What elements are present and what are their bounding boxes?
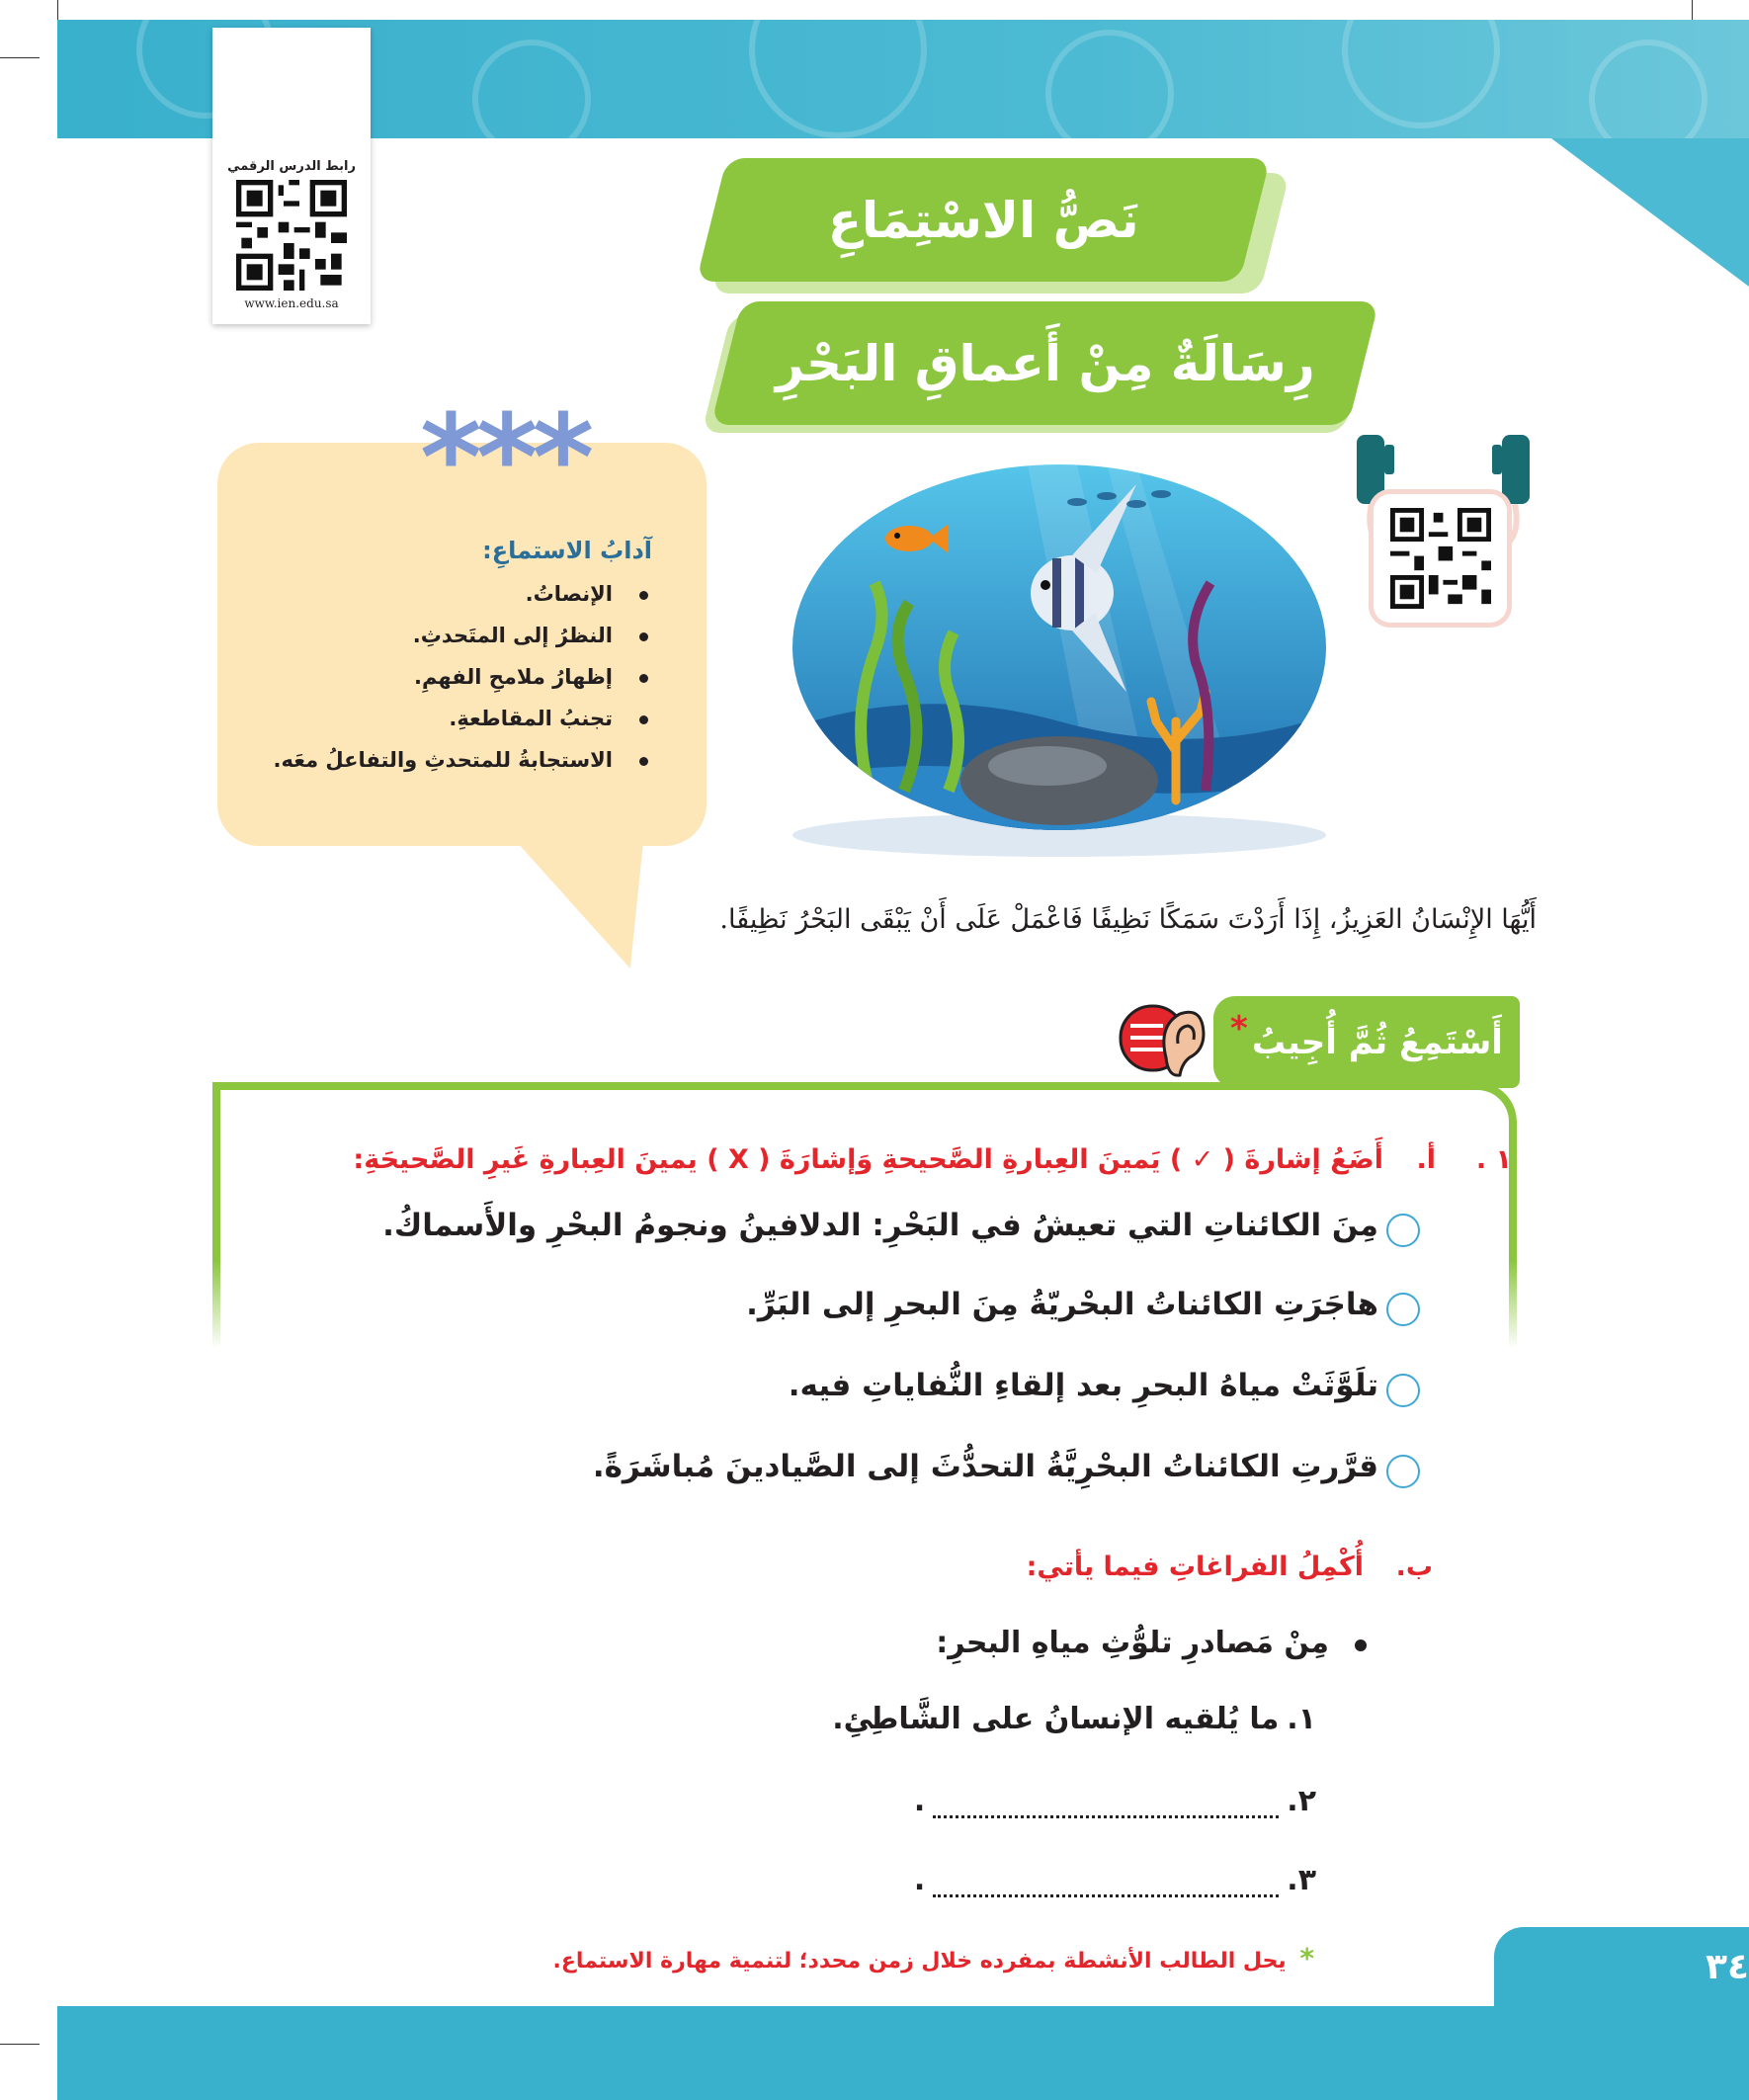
fill-item-1 (832, 1702, 1316, 1736)
listen-and-answer-tab (1213, 996, 1520, 1088)
fill-item-number: ٢. (1287, 1784, 1316, 1818)
statement-1: مِنَ الكائناتِ التي تعيشُ في البَحْرِ: الدلافينُ ونجومُ البحْرِ والأَسماكُ. (382, 1208, 1378, 1243)
digital-lesson-url[interactable]: www.ien.edu.sa (244, 296, 339, 310)
lesson-title (710, 301, 1378, 425)
bottom-banner (57, 2006, 1749, 2100)
digital-lesson-card[interactable] (212, 28, 371, 324)
speech-bubble-tail (506, 830, 689, 968)
listen-tab-asterisk: * (1230, 1008, 1248, 1049)
part-a-instruction: أَضَعُ إشارةَ ( ✓ ) يَمينَ العِبارةِ الصَّحيحةِ وَإشارَةَ ( X ) يمينَ العِبارةِ غَيرِ الصَّحيحَةِ: (353, 1144, 1383, 1175)
intro-sentence: أَيُّهَا الإِنْسَانُ العَزِيزُ، إِذَا أَرَدْتَ سَمَكًا نَظِيفًا فَاعْمَلْ عَلَى أَنْ يَبْقَى البَحْرُ نَظِيفًا. (719, 904, 1537, 935)
lesson-title-text: رِسَالَةٌ مِنْ أَعماقِ البَحْرِ (775, 334, 1315, 392)
part-b-letter: ب. (1395, 1552, 1433, 1582)
fill-item-text: ما يُلقيه الإنسانُ على الشَّاطِئِ. (832, 1702, 1280, 1736)
crop-mark (0, 57, 40, 58)
answer-circle[interactable] (1386, 1293, 1420, 1326)
answer-circle[interactable] (1386, 1214, 1420, 1247)
manners-item: النظرُ إلى المتَحدثِ. (247, 624, 652, 647)
pollution-sources-heading: مِنْ مَصادرِ تلوُّثِ مياهِ البحرِ: (936, 1626, 1329, 1660)
digital-lesson-label: رابط الدرس الرقمي (227, 159, 356, 174)
part-b-instruction: أُكْمِلُ الفراغاتِ فيما يأتي: (1026, 1552, 1364, 1582)
manners-item: إظهارُ ملامحِ الفهمِ. (247, 665, 652, 689)
footnote-text: يحل الطالب الأنشطة بمفرده خلال زمن محدد؛ لتنمية مهارة الاستماع. (552, 1949, 1287, 1974)
blank-period: . (913, 1863, 926, 1897)
decorative-stars: *** (420, 390, 589, 528)
aquarium-illustration (781, 464, 1339, 860)
fill-item-number: ٣. (1287, 1863, 1316, 1897)
blank-line[interactable] (933, 1868, 1279, 1897)
section-title (696, 158, 1270, 282)
part-a-letter: أ. (1416, 1144, 1436, 1175)
statement-2: هاجَرَتِ الكائناتُ البحْريّةُ مِنَ البحرِ إلى البَرِّ. (746, 1287, 1378, 1322)
qr-code-icon[interactable] (1390, 508, 1491, 609)
section-title-text: نَصُّ الاسْتِمَاعِ (827, 191, 1139, 249)
manners-item: الاستجابةُ للمتحدثِ والتفاعلُ معَه. (247, 748, 652, 772)
fill-item-number: ١. (1287, 1702, 1316, 1736)
banner-wedge (1551, 138, 1749, 287)
footnote-asterisk: * (1299, 1942, 1314, 1974)
answer-circle[interactable] (1386, 1455, 1420, 1488)
ear-icon (1119, 996, 1208, 1080)
question-number: ١ . (1475, 1144, 1512, 1175)
listen-tab-label: أَسْتَمِعُ ثُمَّ أُجِيبُ (1251, 1022, 1503, 1062)
statement-4: قرَّرتِ الكائناتُ البحْرِيَّةُ التحدُّثَ إلى الصَّيادينَ مُباشَرَةً. (592, 1449, 1378, 1484)
fill-item-3[interactable] (914, 1863, 1316, 1897)
qr-code-icon[interactable] (236, 180, 347, 291)
answer-circle[interactable] (1386, 1374, 1420, 1407)
footnote (553, 1942, 1315, 1974)
manners-item: تجنبُ المقاطعةِ. (247, 707, 652, 730)
blank-line[interactable] (933, 1789, 1279, 1818)
page-number: ٣٤ (1706, 1946, 1749, 1987)
page-number-tab (1494, 1927, 1749, 2006)
manners-list (247, 582, 652, 772)
manners-item: الإنصاتُ. (247, 582, 652, 606)
crop-mark (0, 2044, 40, 2045)
statement-3: تلَوَّثَتْ مياهُ البحرِ بعد إلقاءِ النُّفاياتِ فيه. (788, 1368, 1378, 1403)
fill-item-2[interactable] (914, 1784, 1316, 1818)
manners-heading: آدابُ الاستماعِ: (482, 537, 652, 564)
blank-period: . (913, 1784, 926, 1818)
audio-qr-box[interactable] (1369, 489, 1512, 628)
